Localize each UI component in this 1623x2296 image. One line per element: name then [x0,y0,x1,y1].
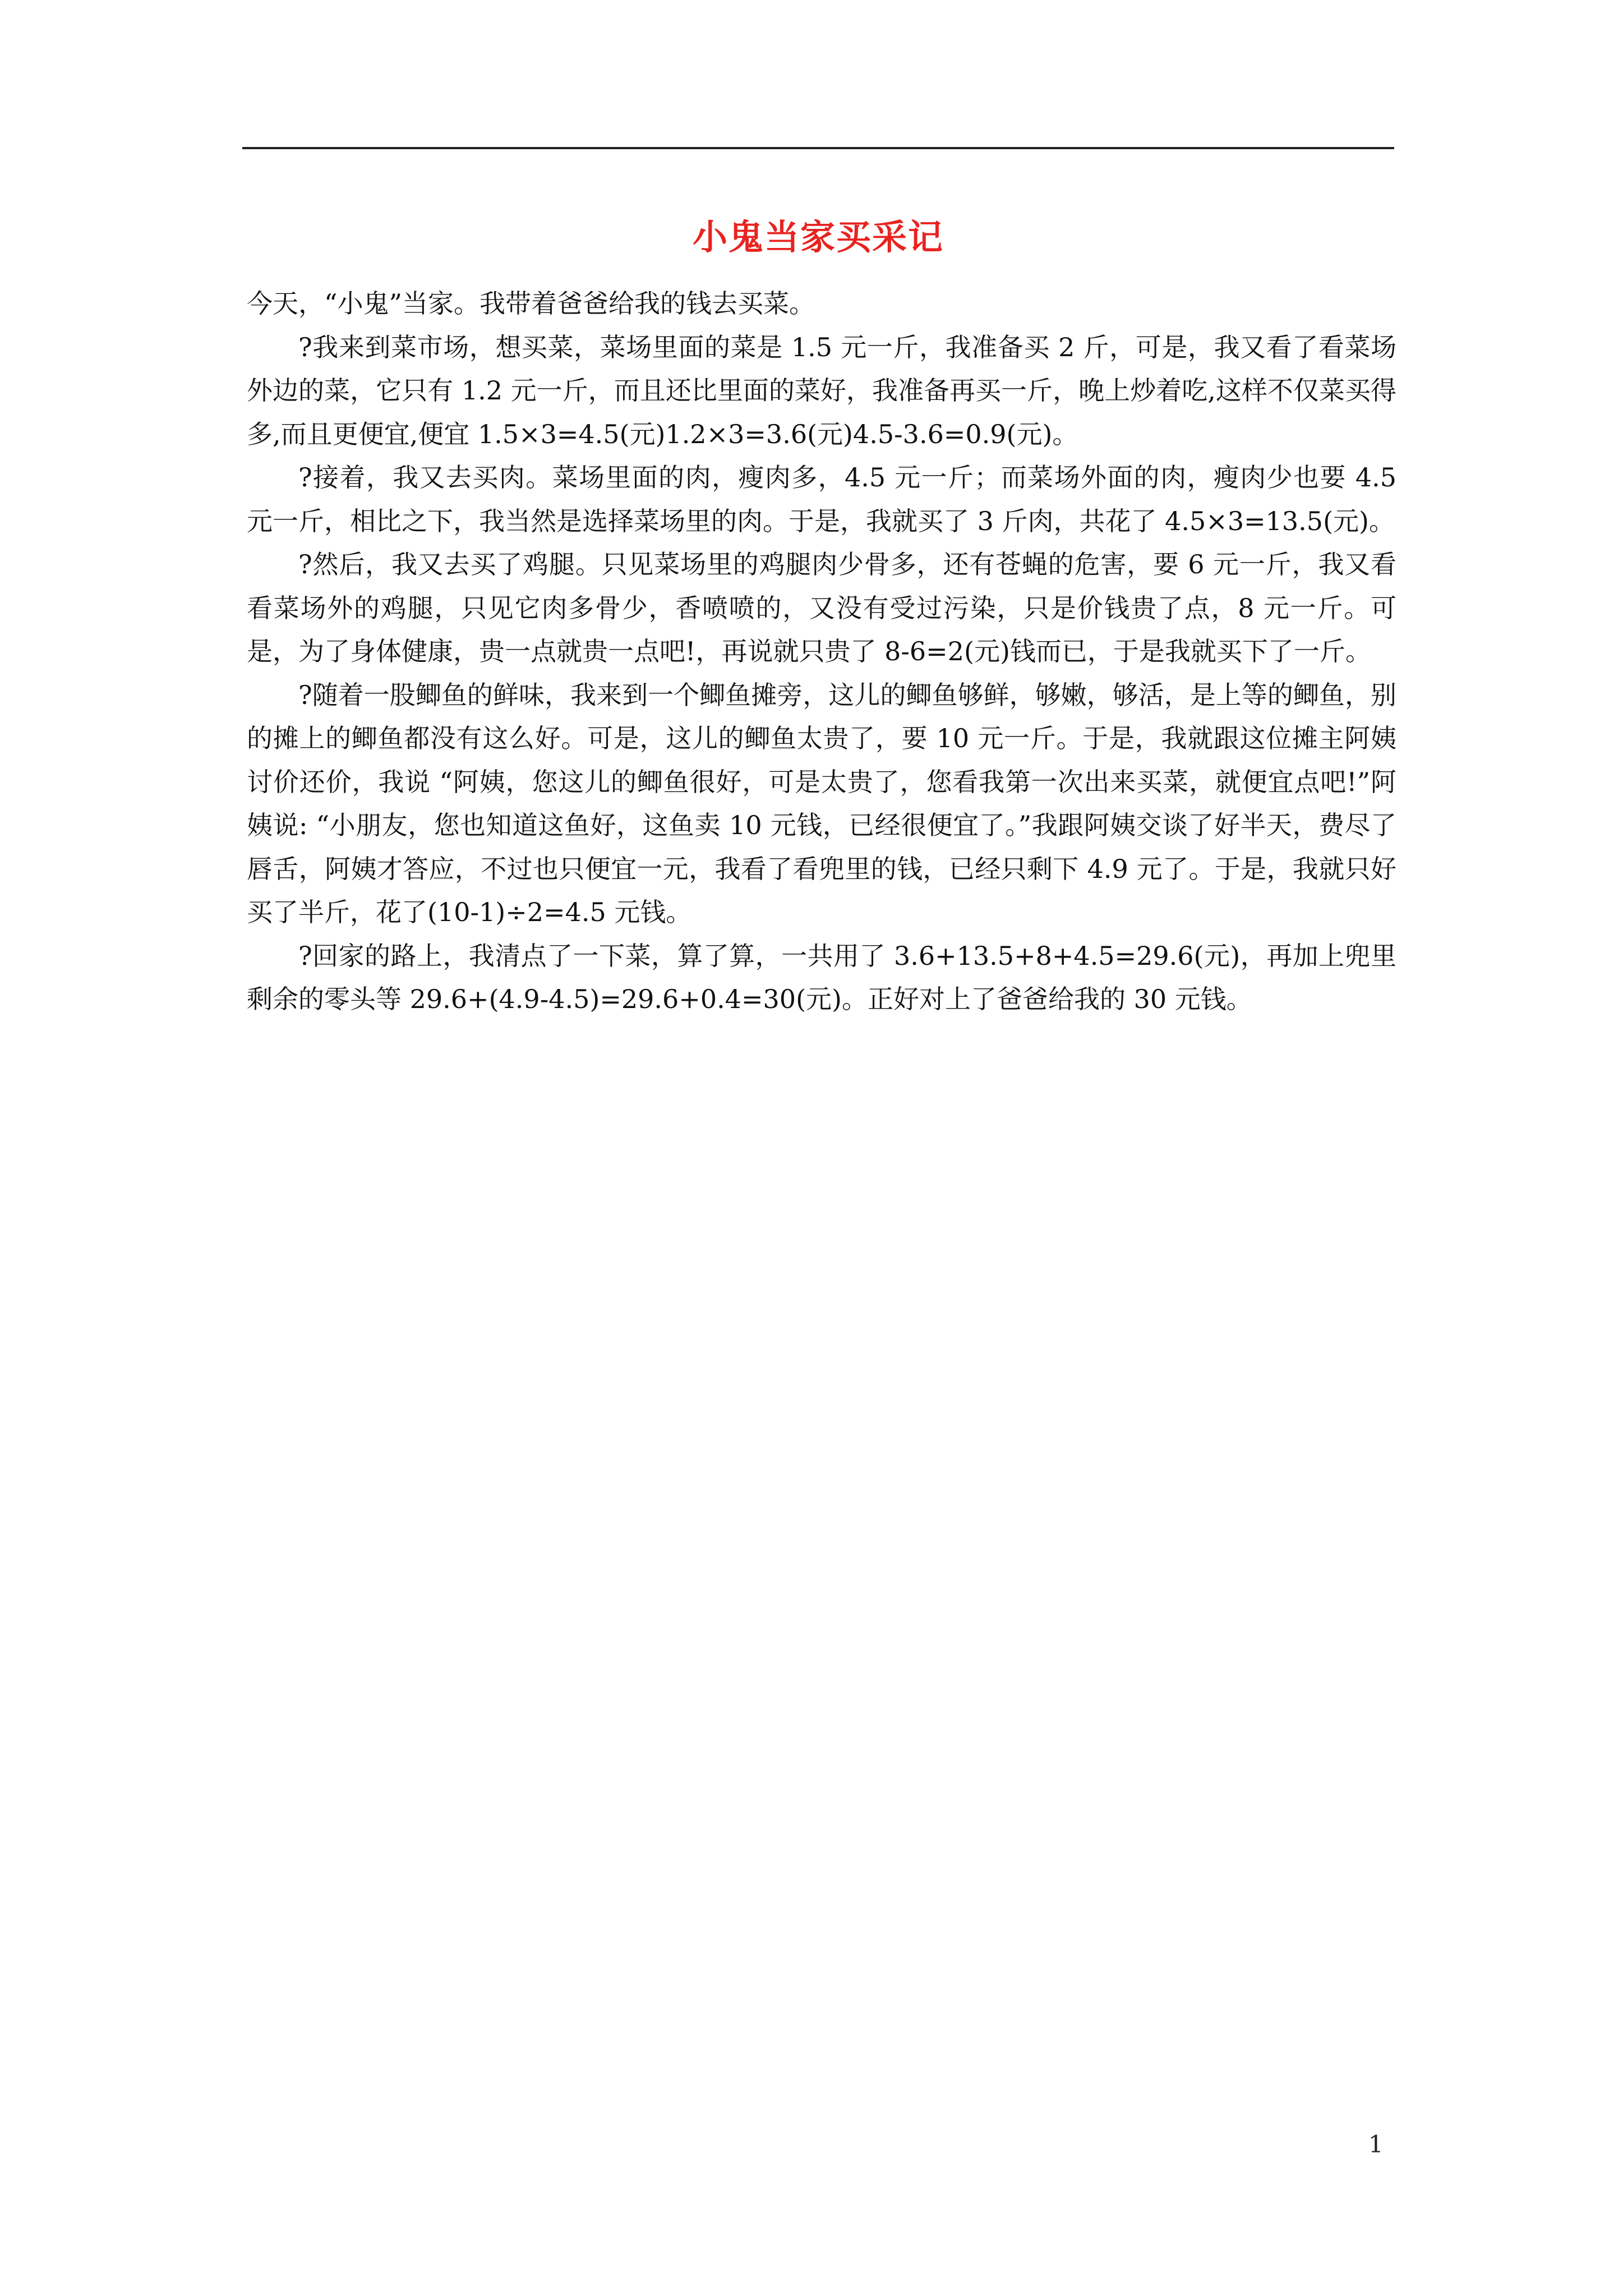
paragraph-intro: 今天，“小鬼”当家。我带着爸爸给我的钱去买菜。 [247,288,815,319]
paragraph-summary: ?回家的路上，我清点了一下菜，算了算，一共用了 3.6+13.5+8+4.5=29.6(元)，再加上兜里剩余的零头等 29.6+(4.9-4.5)=29.6+0.4=30(元)。正好对上了爸爸给我的 30 元钱。 [247,940,1396,1014]
page-title: 小鬼当家买采记 [692,217,944,257]
paragraph-meat: ?接着，我又去买肉。菜场里面的肉，瘦肉多，4.5 元一斤；而菜场外面的肉，瘦肉少也要 4.5 元一斤，相比之下，我当然是选择菜场里的肉。于是，我就买了 3 斤肉，共花了 4.5×3=13.5(元)。 [247,462,1396,536]
header-rule [242,147,1394,149]
paragraph-vegetables: ?我来到菜市场，想买菜，菜场里面的菜是 1.5 元一斤，我准备买 2 斤，可是，我又看了看菜场外边的菜，它只有 1.2 元一斤，而且还比里面的菜好，我准备再买一斤，晚上炒着吃,这样不仅菜买得多,而且更便宜,便宜 1.5×3=4.5(元)1.2×3=3.6(元)4.5-3.6=0.9(元)。 [247,332,1396,449]
paragraph-crucian-carp: ?随着一股鲫鱼的鲜味，我来到一个鲫鱼摊旁，这儿的鲫鱼够鲜，够嫩，够活，是上等的鲫鱼，别的摊上的鲫鱼都没有这么好。可是，这儿的鲫鱼太贵了，要 10 元一斤。于是，我就跟这位摊主阿姨讨价还价，我说 “阿姨，您这儿的鲫鱼很好，可是太贵了，您看我第一次出来买菜，就便宜点吧!”阿姨说: “小朋友，您也知道这鱼好，这鱼卖 10 元钱，已经很便宜了。”我跟阿姨交谈了好半天，费尽了唇舌，阿姨才答应，不过也只便宜一元，我看了看兜里的钱，已经只剩下 4.9 元了。于是，我就只好买了半斤，花了(10-1)÷2=4.5 元钱。 [247,679,1396,927]
article-body [247,282,1396,1022]
paragraph-chicken-legs: ?然后，我又去买了鸡腿。只见菜场里的鸡腿肉少骨多，还有苍蝇的危害，要 6 元一斤，我又看看菜场外的鸡腿，只见它肉多骨少，香喷喷的，又没有受过污染，只是价钱贵了点，8 元一斤。可是，为了身体健康，贵一点就贵一点吧!，再说就只贵了 8-6=2(元)钱而已，于是我就买下了一斤。 [247,549,1396,666]
page-number: 1 [1368,2131,1384,2158]
